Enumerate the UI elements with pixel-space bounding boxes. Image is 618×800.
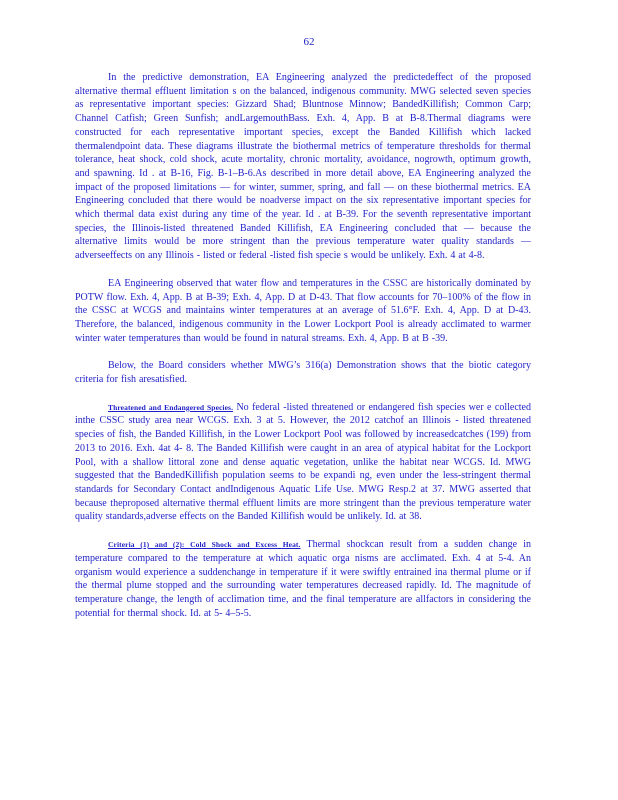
paragraph-text: Below, the Board considers whether MWG’s 316(a) Demonstration shows that the biotic category criteria for fish aresatisfied. [75,360,531,386]
paragraph-cold-shock [75,538,531,620]
paragraph-water-flow [75,277,531,346]
section-heading: Threatened and Endangered Species. [108,402,234,412]
paragraph-board-considers [75,359,531,386]
paragraph-text: In the predictive demonstration, EA Engineering analyzed the predictedeffect of the proposed alternative thermal effluent limitation s on the balanced, indigenous community. MWG selected seven species as representative important species: Gizzard Shad; Bluntnose Minnow; BandedKillifish; Common Carp; Channel Catfish; Green Sunfish; andLargemouthBass. Exh. 4, App. B at B-8.Thermal diagrams were constructed for each representative important species, except the Banded Killifish which lacked thermalendpoint data. These diagrams illustrate the biothermal metrics of temperature thresholds for thermal tolerance, heat shock, cold shock, acute mortality, chronic mortality, avoidance, nogrowth, optimum growth, and spawning. Id . at B-16, Fig. B-1–B-6.As described in more detail above, EA Engineering analyzed the impact of the proposed limitations — for winter, summer, spring, and fall — on these biothermal metrics. EA Engineering concluded that there would be noadverse impact on the six representative important species for which thermal data exist during any time of the year. Id . at B-39. For the seventh representative important species, the Illinois-listed threatened Banded Killifish, EA Engineering concluded that — because the alternative limits would be more stringent than the previous temperature water quality standards — adverseeffects on any Illinois - listed or federal -listed fish specie s would be unlikely. Exh. 4 at 4-8. [75,72,531,262]
paragraph-predictive-demonstration [75,71,531,263]
page-number: 62 [303,36,315,48]
body-text [75,71,531,634]
paragraph-text: Thermal shockcan result from a sudden change in temperature compared to the temperature at which aquatic orga nisms are acclimated. Exh. 4 at 5-4. An organism would experience a suddenchange in temperature if it were swiftly entrained ina thermal plume or if the thermal plume stopped and the surrounding water temperatures decreased rapidly. Id. The magnitude of temperature change, the length of acclimation time, and the final temperature are allfactors in considering the potential for thermal shock. Id. at 5- 4–5-5. [75,539,532,619]
paragraph-text: No federal -listed threatened or endangered fish species wer e collected inthe CSSC study area near WCGS. Exh. 3 at 5. However, the 2012 catchof an Illinois - listed threatened species of fish, the Banded Killifish, in the Lower Lockport Pool was followed by increasedcatches (199) from 2013 to 2016. Exh. 4at 4- 8. The Banded Killifish were caught in an area of atypical habitat for the Lockport Pool, with a shallow littoral zone and dense aquatic vegetation, unlike the habitat near WCGS. Id. MWG suggested that the BandedKillifish population seems to be expandi ng, even under the less-stringent thermal standards for Secondary Contact andIndigenous Aquatic Life Use. MWG Resp.2 at 37. MWG asserted that because theproposed alternative thermal effluent limits are more stringent than the previous temperature water quality standards,adverse effects on the Banded Killifish would be unlikely. Id. at 38. [75,401,531,523]
paragraph-threatened-species [75,401,531,524]
paragraph-text: EA Engineering observed that water flow and temperatures in the CSSC are historically dominated by POTW flow. Exh. 4, App. B at B-39; Exh. 4, App. D at D-43. That flow accounts for 70–100% of the flow in the CSSC at WCGS and maintains winter temperatures at an average of 51.6°F. Exh. 4, App. D at D-43. Therefore, the balanced, indigenous community in the Lower Lockport Pool is already acclimated to warmer winter water temperatures than would be found in natural streams. Exh. 4, App. B at B -39. [75,277,531,344]
section-heading: Criteria (1) and (2): Cold Shock and Excess Heat. [108,540,301,550]
